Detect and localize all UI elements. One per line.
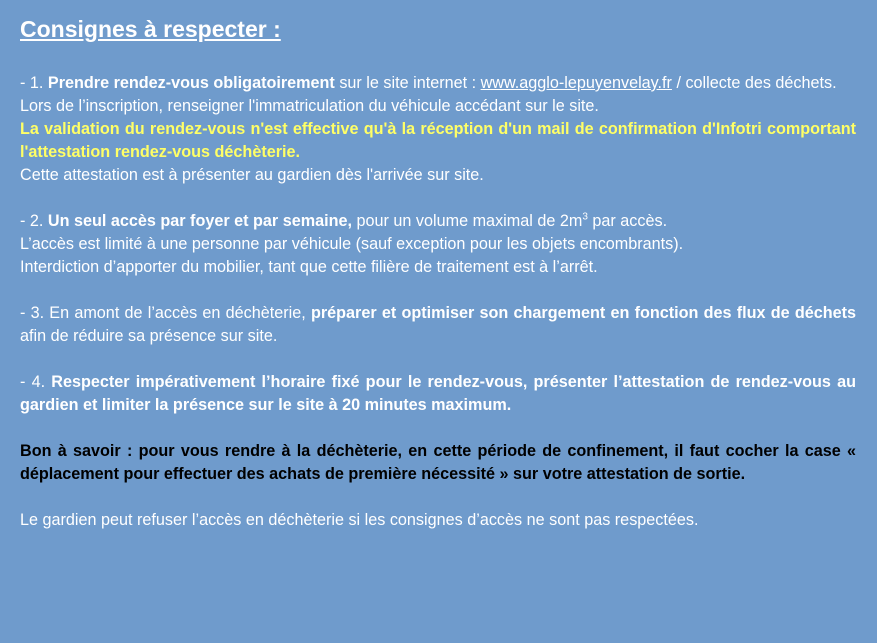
item-2-line-2: L’accès est limité à une personne par véhicule (sauf exception pour les objets encombrants). <box>20 235 684 253</box>
item-3-prefix: - 3. En amont de l’accès en déchèterie, <box>20 304 311 322</box>
item-4-prefix: - 4. <box>20 373 52 391</box>
item-1-line-4: Cette attestation est à présenter au gardien dès l'arrivée sur site. <box>20 166 484 184</box>
item-1-line-2: Lors de l’inscription, renseigner l'immatriculation du véhicule accédant sur le site. <box>20 97 599 115</box>
item-1-prefix: - 1. <box>20 74 48 92</box>
spacer <box>20 279 856 302</box>
item-2-line-1 <box>20 210 856 233</box>
item-2-bold: Un seul accès par foyer et par semaine, <box>47 212 352 230</box>
item-3-bold: préparer et optimiser son chargement en fonction des flux de déchets <box>310 304 856 322</box>
spacer <box>20 348 856 371</box>
spacer <box>20 486 856 509</box>
item-3-suffix: afin de réduire sa présence sur site. <box>20 327 278 345</box>
spacer <box>20 187 856 210</box>
item-1-line-1 <box>20 72 856 95</box>
item-2-prefix: - 2. <box>20 212 48 230</box>
item-2-suffix: par accès. <box>587 212 668 230</box>
item-1-highlight: La validation du rendez-vous n'est effective qu'à la réception d'un mail de confirmation d'Infotri comportant l'attestation rendez-vous déchèterie. <box>20 120 856 161</box>
spacer <box>20 417 856 440</box>
item-2-line-3: Interdiction d’apporter du mobilier, tant que cette filière de traitement est à l’arrêt. <box>20 258 598 276</box>
item-4-bold: Respecter impérativement l’horaire fixé pour le rendez-vous, présenter l’attestation de rendez-vous au gardien et limiter la présence sur le site à 20 minutes maximum. <box>20 373 856 414</box>
bon-a-savoir: Bon à savoir : pour vous rendre à la déchèterie, en cette période de confinement, il faut cocher la case « déplacement pour effectuer des achats de première nécessité » sur votre attestation de sortie. <box>20 442 856 483</box>
item-1-mid: sur le site internet : <box>334 74 481 92</box>
website-link[interactable]: www.agglo-lepuyenvelay.fr <box>480 74 672 92</box>
item-1-bold: Prendre rendez-vous obligatoirement <box>47 74 335 92</box>
footer-note: Le gardien peut refuser l’accès en déchèterie si les consignes d’accès ne sont pas respectées. <box>20 511 699 529</box>
item-2-sup: 3 <box>582 211 588 223</box>
item-1-suffix: / collecte des déchets. <box>671 74 837 92</box>
page-title: Consignes à respecter : <box>20 16 281 42</box>
instructions-content <box>20 14 856 532</box>
item-3 <box>20 302 856 348</box>
item-4 <box>20 371 856 417</box>
item-2-mid: pour un volume maximal de 2m <box>352 212 583 230</box>
